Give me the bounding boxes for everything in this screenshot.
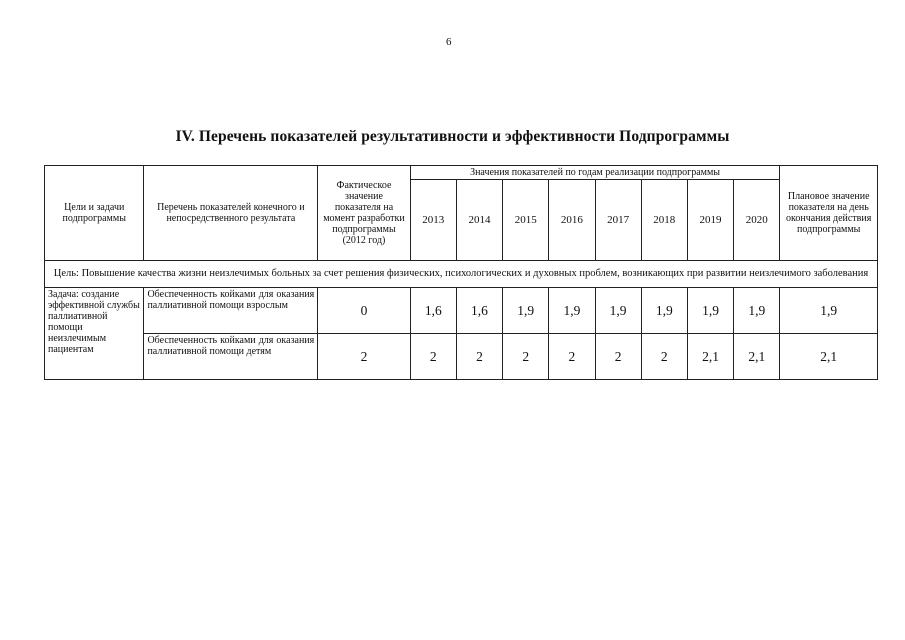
planned-value-cell: 1,9	[780, 288, 878, 334]
header-values-by-years: Значения показателей по годам реализации подпрограммы	[410, 166, 780, 180]
year-value-cell: 2	[641, 334, 687, 380]
indicator-cell: Обеспеченность койками для оказания паллиативной помощи детям	[144, 334, 318, 380]
header-year: 2019	[687, 180, 733, 261]
year-value-cell: 2	[456, 334, 502, 380]
header-planned-value: Плановое значение показателя на день окончания действия подпрограммы	[780, 166, 878, 261]
year-value-cell: 1,9	[503, 288, 549, 334]
header-year: 2018	[641, 180, 687, 261]
header-indicators: Перечень показателей конечного и непосредственного результата	[144, 166, 318, 261]
indicator-cell: Обеспеченность койками для оказания паллиативной помощи взрослым	[144, 288, 318, 334]
planned-value-cell: 2,1	[780, 334, 878, 380]
table-row	[45, 334, 878, 380]
year-value-cell: 1,6	[456, 288, 502, 334]
year-value-cell: 1,6	[410, 288, 456, 334]
year-value-cell: 1,9	[595, 288, 641, 334]
header-year: 2016	[549, 180, 595, 261]
indicators-table	[44, 165, 878, 380]
year-value-cell: 2,1	[687, 334, 733, 380]
header-actual-value: Фактическое значение показателя на момент разработки подпрограммы (2012 год)	[318, 166, 410, 261]
header-year: 2015	[503, 180, 549, 261]
header-goals-tasks: Цели и задачи подпрограммы	[45, 166, 144, 261]
year-value-cell: 2	[595, 334, 641, 380]
year-value-cell: 2	[503, 334, 549, 380]
header-year: 2013	[410, 180, 456, 261]
page-title: IV. Перечень показателей результативности и эффективности Подпрограммы	[175, 128, 730, 145]
actual-value-cell: 0	[318, 288, 410, 334]
year-value-cell: 1,9	[641, 288, 687, 334]
year-value-cell: 2	[410, 334, 456, 380]
year-value-cell: 1,9	[734, 288, 780, 334]
task-cell: Задача: создание эффективной службы паллиативной помощи неизлечимым пациентам	[45, 288, 144, 380]
year-value-cell: 1,9	[549, 288, 595, 334]
table-row	[45, 288, 878, 334]
page-number: 6	[446, 36, 452, 48]
header-year: 2014	[456, 180, 502, 261]
year-value-cell: 2	[549, 334, 595, 380]
header-year: 2017	[595, 180, 641, 261]
header-year: 2020	[734, 180, 780, 261]
year-value-cell: 2,1	[734, 334, 780, 380]
goal-row: Цель: Повышение качества жизни неизлечимых больных за счет решения физических, психологических и духовных проблем, возникающих при развитии неизлечимого заболевания	[45, 261, 878, 288]
year-value-cell: 1,9	[687, 288, 733, 334]
actual-value-cell: 2	[318, 334, 410, 380]
